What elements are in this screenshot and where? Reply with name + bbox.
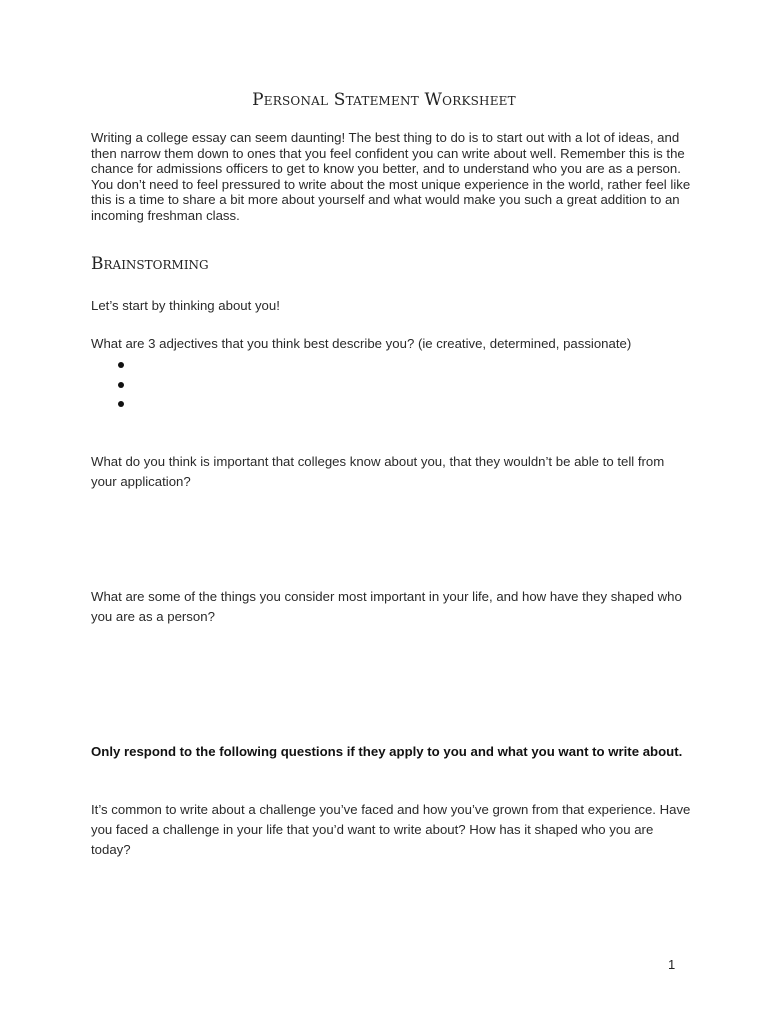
question-challenge: It’s common to write about a challenge you’ve faced and how you’ve grown from that experience. Have you faced a challenge in your life that you’d want to write about? How has it shaped who you are today? (91, 802, 691, 857)
instruction-bold: Only respond to the following questions if they apply to you and what you want to write about. (91, 744, 683, 759)
question-colleges: What do you think is important that colleges know about you, that they wouldn’t be able to tell from your application? (91, 454, 665, 489)
question-important: What are some of the things you consider most important in your life, and how have they shaped who you are as a person? (91, 589, 682, 624)
intro-paragraph: Writing a college essay can seem daunting! The best thing to do is to start out with a lot of ideas, and then narrow them down to ones that you feel confident you can write about well. Remember this is the chance for admissions officers to get to know you better, and to understand who you are as a person. You don’t need to feel pressured to write about the most unique experience in the world, rather feel like this is a time to share a bit more about yourself and what would make you such a great addition to an incoming freshman class. (91, 130, 691, 223)
page-number: 1 (668, 957, 676, 972)
question-adjectives: What are 3 adjectives that you think best describe you? (ie creative, determined, passionate) (91, 336, 632, 351)
start-prompt: Let’s start by thinking about you! (91, 298, 280, 313)
page-title: Personal Statement Worksheet (252, 90, 516, 110)
section-heading-brainstorming: Brainstorming (91, 254, 209, 274)
